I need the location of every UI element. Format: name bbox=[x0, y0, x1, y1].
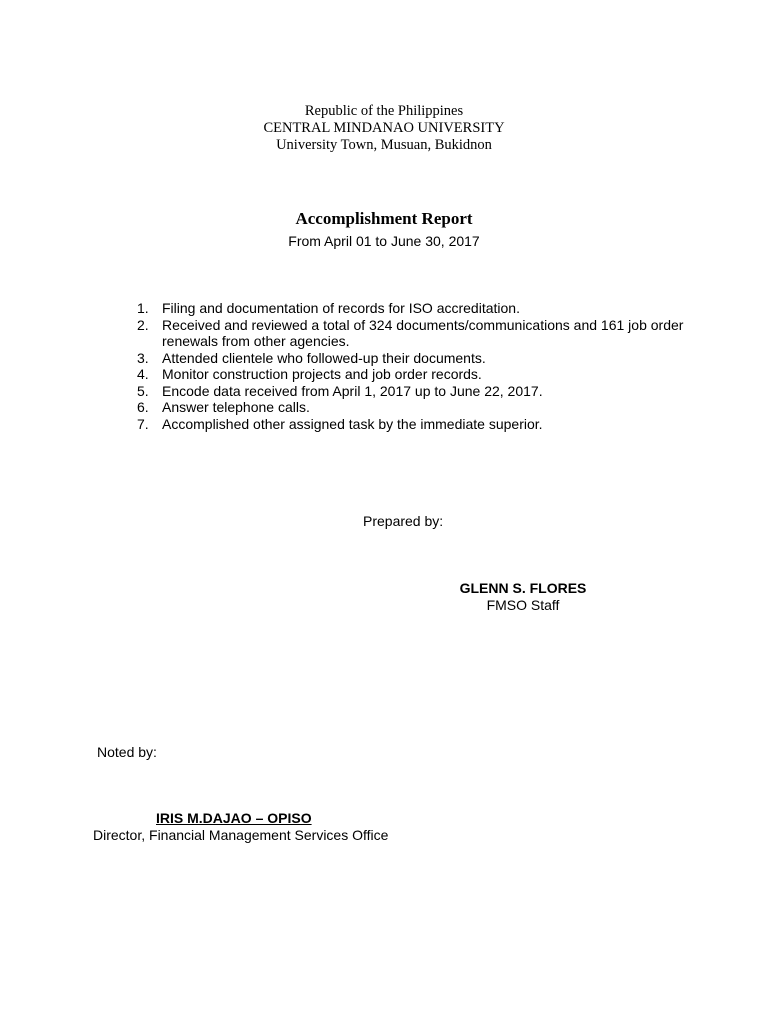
report-period: From April 01 to June 30, 2017 bbox=[288, 233, 480, 249]
task-text: Accomplished other assigned task by the immediate superior. bbox=[162, 415, 543, 432]
noter-signature-block bbox=[90, 810, 426, 844]
noter-name: IRIS M.DAJAO – OPISO bbox=[156, 810, 312, 826]
noter-position: Director, Financial Management Services Office bbox=[93, 827, 389, 843]
letterhead bbox=[0, 103, 768, 154]
preparer-position: FMSO Staff bbox=[486, 597, 560, 613]
preparer-name: GLENN S. FLORES bbox=[459, 580, 587, 596]
task-item bbox=[137, 416, 697, 433]
report-title: Accomplishment Report bbox=[295, 209, 473, 228]
letterhead-country: Republic of the Philippines bbox=[304, 103, 464, 119]
task-item bbox=[137, 383, 697, 400]
task-text: Received and reviewed a total of 324 documents/communications and 161 job order renewals from other agencies. bbox=[162, 316, 684, 349]
task-item bbox=[137, 300, 697, 317]
task-number: 2. bbox=[137, 316, 149, 333]
prepared-by-label: Prepared by: bbox=[363, 513, 444, 529]
letterhead-address: University Town, Musuan, Bukidnon bbox=[276, 137, 492, 153]
task-item bbox=[137, 350, 697, 367]
preparer-signature-block bbox=[437, 580, 609, 614]
task-item bbox=[137, 366, 697, 383]
task-text: Answer telephone calls. bbox=[162, 399, 310, 415]
task-number: 6. bbox=[137, 399, 149, 415]
task-number: 4. bbox=[137, 366, 149, 382]
task-text: Filing and documentation of records for ISO accreditation. bbox=[162, 300, 520, 316]
task-item bbox=[137, 399, 697, 416]
task-number: 1. bbox=[137, 300, 149, 316]
noted-by-label: Noted by: bbox=[97, 744, 157, 760]
task-text: Attended clientele who followed-up their documents. bbox=[162, 349, 486, 366]
task-number: 7. bbox=[137, 415, 149, 432]
task-text: Monitor construction projects and job order records. bbox=[162, 366, 482, 382]
task-text: Encode data received from April 1, 2017 up to June 22, 2017. bbox=[162, 382, 543, 399]
task-item bbox=[137, 317, 697, 350]
letterhead-institution: CENTRAL MINDANAO UNIVERSITY bbox=[263, 120, 505, 136]
task-number: 3. bbox=[137, 349, 149, 366]
task-number: 5. bbox=[137, 382, 149, 399]
task-list bbox=[137, 300, 697, 432]
